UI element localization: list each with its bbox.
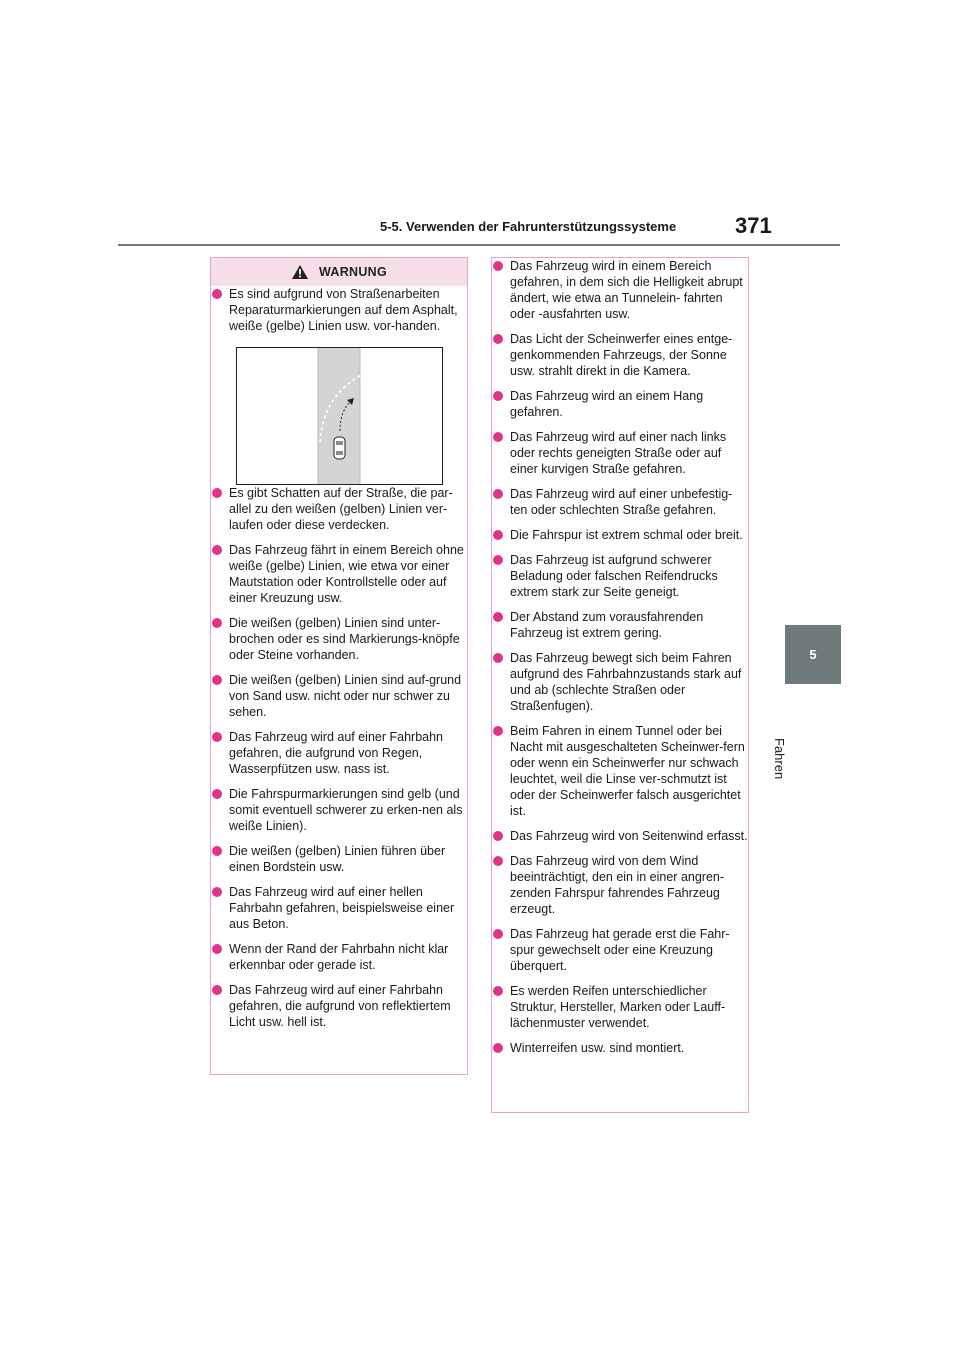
warning-list-continued bbox=[492, 258, 748, 1056]
list-item: Die Fahrspurmarkierungen sind gelb (und somit eventuell schwerer zu erken-nen als weiße Linien). bbox=[211, 786, 467, 834]
warning-triangle-icon bbox=[291, 264, 309, 280]
bullet-icon bbox=[493, 831, 503, 841]
warning-title: WARNUNG bbox=[318, 265, 388, 279]
bullet-icon bbox=[212, 846, 222, 856]
bullet-icon bbox=[212, 488, 222, 498]
section-title: 5-5. Verwenden der Fahrunterstützungssysteme bbox=[380, 219, 677, 234]
chapter-label: Fahren bbox=[772, 738, 787, 780]
warning-header bbox=[211, 258, 467, 286]
header-divider bbox=[118, 244, 840, 246]
bullet-icon bbox=[493, 334, 503, 344]
bullet-icon bbox=[212, 887, 222, 897]
bullet-icon bbox=[493, 391, 503, 401]
bullet-icon bbox=[212, 732, 222, 742]
bullet-icon bbox=[493, 986, 503, 996]
bullet-icon bbox=[493, 489, 503, 499]
warning-box-continued bbox=[491, 257, 749, 1113]
list-item: Das Fahrzeug fährt in einem Bereich ohne weiße (gelbe) Linien, wie etwa vor einer Mautstation oder Kontrollstelle oder auf einer Kreuzung usw. bbox=[211, 542, 467, 606]
list-item: Das Fahrzeug wird auf einer unbefestig-ten oder schlechten Straße gefahren. bbox=[492, 486, 748, 518]
list-item: Winterreifen usw. sind montiert. bbox=[492, 1040, 748, 1056]
list-item: Das Fahrzeug wird auf einer Fahrbahn gefahren, die aufgrund von reflektiertem Licht usw. hell ist. bbox=[211, 982, 467, 1030]
chapter-number: 5 bbox=[809, 647, 817, 662]
bullet-icon bbox=[493, 432, 503, 442]
bullet-icon bbox=[493, 653, 503, 663]
bullet-icon bbox=[212, 944, 222, 954]
chapter-tab bbox=[785, 625, 841, 684]
list-item: Es sind aufgrund von Straßenarbeiten Reparaturmarkierungen auf dem Asphalt, weiße (gelbe) Linien usw. vor-handen. bbox=[211, 286, 467, 334]
bullet-icon bbox=[212, 618, 222, 628]
list-item: Es gibt Schatten auf der Straße, die par-allel zu den weißen (gelben) Linien ver-laufen oder diese verdecken. bbox=[211, 485, 467, 533]
bullet-icon bbox=[493, 530, 503, 540]
list-item: Das Fahrzeug bewegt sich beim Fahren aufgrund des Fahrbahnzustands stark auf und ab (schlechte Straßen oder Straßenfugen). bbox=[492, 650, 748, 714]
bullet-icon bbox=[493, 929, 503, 939]
bullet-icon bbox=[493, 261, 503, 271]
list-item: Die weißen (gelben) Linien sind auf-grund von Sand usw. nicht oder nur schwer zu sehen. bbox=[211, 672, 467, 720]
bullet-icon bbox=[493, 612, 503, 622]
warning-list-bottom bbox=[211, 485, 467, 1030]
page-number: 371 bbox=[735, 213, 772, 238]
list-item: Das Fahrzeug wird von Seitenwind erfasst. bbox=[492, 828, 748, 844]
list-item: Es werden Reifen unterschiedlicher Struktur, Hersteller, Marken oder Lauff-lächenmuster verwendet. bbox=[492, 983, 748, 1031]
warning-box bbox=[210, 257, 468, 1075]
list-item: Das Licht der Scheinwerfer eines entge-genkommenden Fahrzeugs, der Sonne usw. strahlt direkt in die Kamera. bbox=[492, 331, 748, 379]
lane-marking-illustration bbox=[236, 347, 443, 485]
bullet-icon bbox=[212, 985, 222, 995]
list-item: Die weißen (gelben) Linien führen über einen Bordstein usw. bbox=[211, 843, 467, 875]
list-item: Der Abstand zum vorausfahrenden Fahrzeug ist extrem gering. bbox=[492, 609, 748, 641]
bullet-icon bbox=[212, 675, 222, 685]
bullet-icon bbox=[493, 1043, 503, 1053]
list-item: Beim Fahren in einem Tunnel oder bei Nacht mit ausgeschalteten Scheinwer-fern oder wenn ein Scheinwerfer nur schwach leuchtet, weil die Linse ver-schmutzt ist oder der Scheinwerfer falsch ausgerichtet ist. bbox=[492, 723, 748, 819]
list-item: Die weißen (gelben) Linien sind unter-brochen oder es sind Markierungs-knöpfe oder Steine vorhanden. bbox=[211, 615, 467, 663]
bullet-icon bbox=[212, 789, 222, 799]
warning-list-top bbox=[211, 286, 467, 334]
list-item: Das Fahrzeug ist aufgrund schwerer Beladung oder falschen Reifendrucks extrem stark zur Seite geneigt. bbox=[492, 552, 748, 600]
list-item: Wenn der Rand der Fahrbahn nicht klar erkennbar oder gerade ist. bbox=[211, 941, 467, 973]
list-item: Das Fahrzeug wird in einem Bereich gefahren, in dem sich die Helligkeit abrupt ändert, wie etwa an Tunnelein- fahrten oder -ausfahrten usw. bbox=[492, 258, 748, 322]
bullet-icon bbox=[212, 545, 222, 555]
bullet-icon bbox=[212, 289, 222, 299]
list-item: Das Fahrzeug wird auf einer nach links oder rechts geneigten Straße oder auf einer kurvigen Straße gefahren. bbox=[492, 429, 748, 477]
list-item: Die Fahrspur ist extrem schmal oder breit. bbox=[492, 527, 748, 543]
list-item: Das Fahrzeug wird auf einer hellen Fahrbahn gefahren, beispielsweise einer aus Beton. bbox=[211, 884, 467, 932]
list-item: Das Fahrzeug wird auf einer Fahrbahn gefahren, die aufgrund von Regen, Wasserpfützen usw. nass ist. bbox=[211, 729, 467, 777]
list-item: Das Fahrzeug hat gerade erst die Fahr-spur gewechselt oder eine Kreuzung überquert. bbox=[492, 926, 748, 974]
list-item: Das Fahrzeug wird an einem Hang gefahren. bbox=[492, 388, 748, 420]
list-item: Das Fahrzeug wird von dem Wind beeinträchtigt, den ein in einer angren-zenden Fahrspur fahrendes Fahrzeug erzeugt. bbox=[492, 853, 748, 917]
bullet-icon bbox=[493, 555, 503, 565]
bullet-icon bbox=[493, 856, 503, 866]
bullet-icon bbox=[493, 726, 503, 736]
